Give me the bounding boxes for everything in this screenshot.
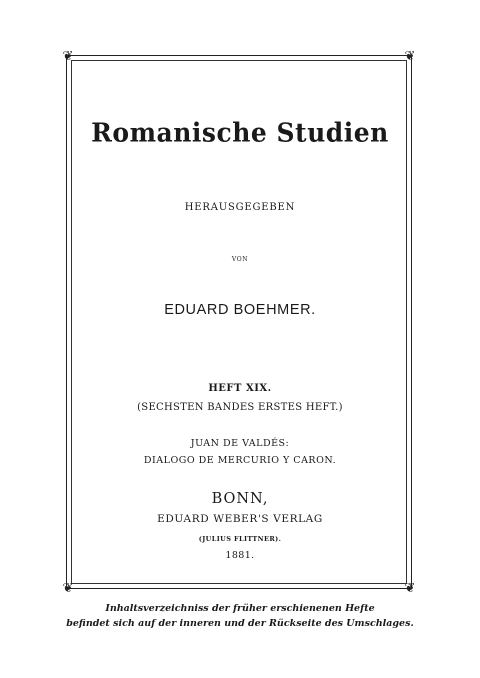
author-name: JUAN DE VALDÉS: bbox=[190, 438, 290, 449]
work-title: DIALOGO DE MERCURIO Y CARON. bbox=[143, 455, 337, 466]
footer-note-line-2: befindet sich auf der inneren und der Rückseite des Umschlages. bbox=[66, 618, 414, 629]
publication-city: BONN, bbox=[211, 491, 269, 507]
issue-number: HEFT XIX. bbox=[208, 383, 272, 394]
editor-intro: HERAUSGEGEBEN bbox=[184, 202, 296, 213]
editor-preposition: VON bbox=[231, 256, 249, 263]
floral-ornament-icon: ❦ bbox=[404, 49, 416, 64]
floral-ornament-icon: ❦ bbox=[404, 581, 416, 596]
footer-note-line-1: Inhaltsverzeichniss der früher erschienenen Hefte bbox=[105, 603, 375, 614]
floral-ornament-icon: ❦ bbox=[62, 581, 74, 596]
printer-name: (JULIUS FLITTNER). bbox=[198, 535, 282, 543]
page-title: Romanische Studien bbox=[91, 117, 389, 148]
publisher-name: EDUARD WEBER'S VERLAG bbox=[157, 513, 323, 525]
floral-ornament-icon: ❦ bbox=[62, 49, 74, 64]
volume-note: (SECHSTEN BANDES ERSTES HEFT.) bbox=[137, 402, 343, 413]
editor-name: EDUARD BOEHMER. bbox=[164, 302, 316, 318]
publication-year: 1881. bbox=[225, 550, 255, 561]
